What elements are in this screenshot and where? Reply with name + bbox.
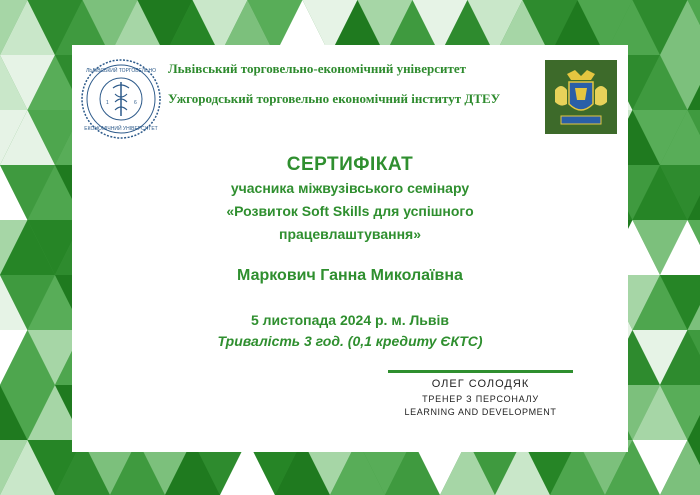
svg-text:6: 6 <box>134 100 137 106</box>
certificate-subtitle-line2: «Розвиток Soft Skills для успішного <box>226 203 474 219</box>
institute-crest-icon <box>545 60 617 134</box>
institute-name-uzhhorod: Ужгородський торговельно економічний інститут ДТЕУ <box>168 91 501 106</box>
certificate-subtitle-line1: учасника міжвузівського семінару <box>230 180 470 196</box>
recipient-name: Маркович Ганна Миколаївна <box>237 267 463 284</box>
signatory-name: ОЛЕГ СОЛОДЯК <box>431 378 530 390</box>
duration: Тривалість 3 год. (0,1 кредиту ЄКТС) <box>217 333 483 349</box>
certificate-subtitle-line3: працевлаштування» <box>278 226 422 242</box>
signatory-role-line2: LEARNING AND DEVELOPMENT <box>404 407 557 417</box>
date-place: 5 листопада 2024 р. м. Львів <box>250 312 450 328</box>
signatory-role-line1: ТРЕНЕР З ПЕРСОНАЛУ <box>422 394 539 404</box>
svg-text:1: 1 <box>106 100 109 106</box>
svg-text:ЛЬВІВСЬКИЙ ТОРГОВЕЛЬНО: ЛЬВІВСЬКИЙ ТОРГОВЕЛЬНО <box>86 68 156 74</box>
signature-line <box>388 370 573 373</box>
university-name-lviv: Львівський торговельно-економічний університет <box>168 61 466 76</box>
university-seal-icon <box>80 58 162 140</box>
certificate-card <box>72 45 628 452</box>
svg-text:ЕКОНОМІЧНИЙ УНІВЕРСИТЕТ: ЕКОНОМІЧНИЙ УНІВЕРСИТЕТ <box>84 126 158 132</box>
certificate-title: СЕРТИФІКАТ <box>286 154 414 175</box>
